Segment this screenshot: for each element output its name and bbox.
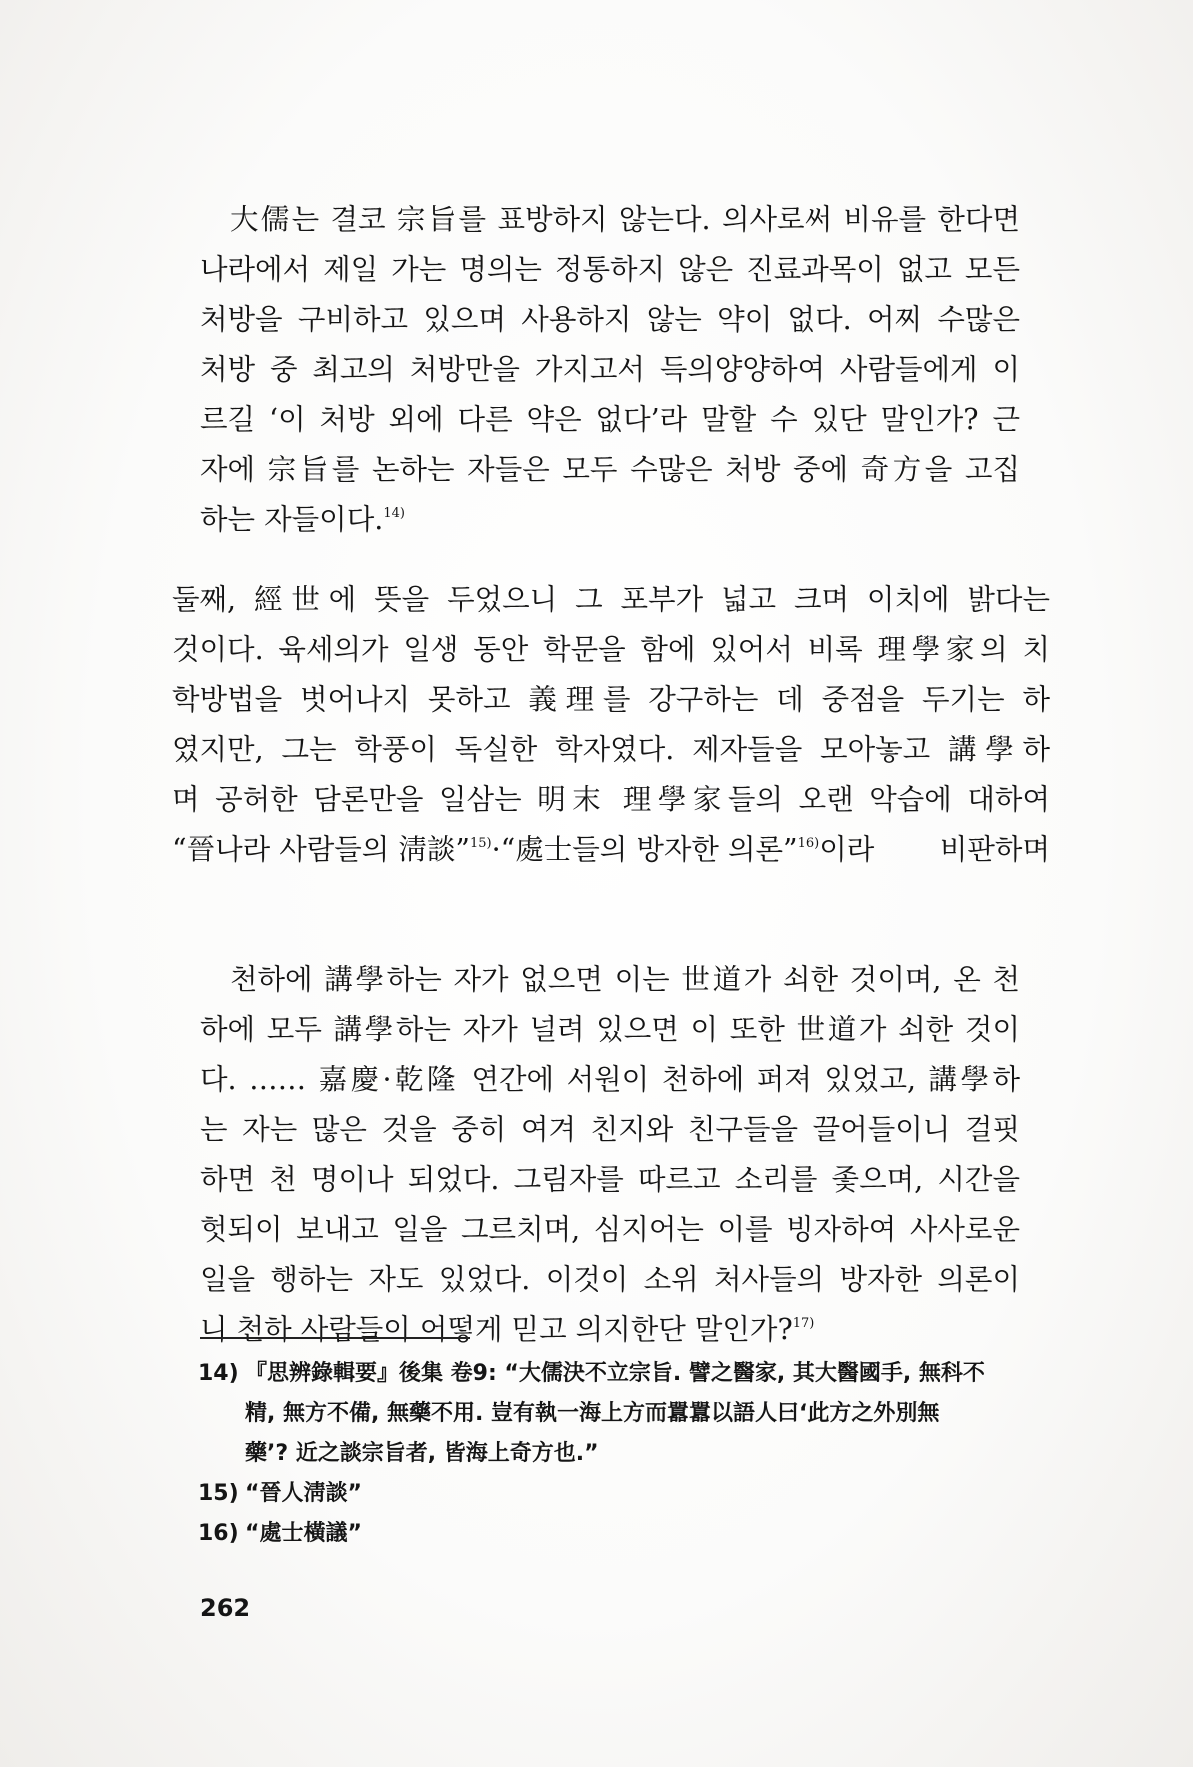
text-line: 大儒는 결코 宗旨를 표방하지 않는다. 의사로써 비유를 한다면 xyxy=(230,203,1020,236)
text-line: 처방 중 최고의 처방만을 가지고서 득의양양하여 사람들에게 이 xyxy=(200,353,1020,386)
text-line: 헛되이 보내고 일을 그르치며, 심지어는 이를 빙자하여 사사로운 xyxy=(200,1213,1020,1246)
text-line: 며 공허한 담론만을 일삼는 明末 理學家들의 오랜 악습에 대하여 xyxy=(172,783,1050,816)
text-line: 자에 宗旨를 논하는 자들은 모두 수많은 처방 중에 奇方을 고집 xyxy=(200,453,1020,486)
text-line: 하에 모두 講學하는 자가 널려 있으면 이 또한 世道가 쇠한 것이 xyxy=(200,1013,1020,1046)
text-line: 하는 자들이다.$^{14)}$ xyxy=(200,503,405,536)
footnote-ref: 14) xyxy=(383,506,405,521)
text-line: 다. …… 嘉慶·乾隆 연간에 서원이 천하에 퍼져 있었고, 講學하 xyxy=(200,1063,1020,1096)
text-line: 처방을 구비하고 있으며 사용하지 않는 약이 없다. 어찌 수많은 xyxy=(200,303,1020,336)
text-line: “晉나라 사람들의 淸談”$^{15)}$·“處士들의 방자한 의론”$^{16)}$이라 비판하며 xyxy=(172,833,1050,866)
text-line: 것이다. 육세의가 일생 동안 학문을 함에 있어서 비록 理學家의 치 xyxy=(172,633,1050,666)
text-line: 학방법을 벗어나지 못하고 義理를 강구하는 데 중점을 두기는 하 xyxy=(172,683,1050,716)
text-line: 일을 행하는 자도 있었다. 이것이 소위 처사들의 방자한 의론이 xyxy=(200,1263,1020,1296)
text-line: 였지만, 그는 학풍이 독실한 학자였다. 제자들을 모아놓고 講學하 xyxy=(172,733,1050,766)
text-line: 하면 천 명이나 되었다. 그림자를 따르고 소리를 좇으며, 시간을 xyxy=(200,1163,1020,1196)
text-line: 나라에서 제일 가는 명의는 정통하지 않은 진료과목이 없고 모든 xyxy=(200,253,1020,286)
footnote-rule xyxy=(200,1337,470,1339)
text-line: 니 천하 사람들이 어떻게 믿고 의지한단 말인가?$^{17)}$ xyxy=(200,1313,815,1346)
text-line: 둘째, 經世에 뜻을 두었으니 그 포부가 넓고 크며 이치에 밝다는 xyxy=(172,583,1050,616)
text-line: 르길 ‘이 처방 외에 다른 약은 없다’라 말할 수 있단 말인가? 근 xyxy=(200,403,1020,436)
book-page: 大儒는 결코 宗旨를 표방하지 않는다. 의사로써 비유를 한다면 나라에서 제일 가는 명의는 정통하지 않은 진료과목이 없고 모든 처방을 구비하고 있으며 사용하지 않는 약이 없다. 어찌 수많은 처방 중 최고의 처방만을 가지고서 득의양양하여 사람들에게 이 르길 ‘이 처방 외에 다른 약은 없다’라 말할 수 있단 말인가? 근 자에 宗旨를 논하는 자들은 모두 수많은 처방 중에 奇方을 고집 하는 자들이다.$^{14)}$ 둘째, 經世에 뜻을 두었으니 그 포부가 넓고 크며 이치에 밝다는 것이다. 육세의가 일생 동안 학문을 함에 있어서 비록 理學家의 치 학방법을 벗어나지 못하고 義理를 강구하는 데 중점을 두기는 하 였지만, 그는 학풍이 독실한 학자였다. 제자들을 모아놓고 講學하 며 공허한 담론만을 일삼는 明末 理學家들의 오랜 악습에 대하여 “晉나라 사람들의 淸談”$^{15)}$·“處士들의 방자한 의론”$^{16)}$이라 비판하며 천하에 講學하는 자가 없으면 이는 世道가 쇠한 것이며, 온 천 하에 모두 講學하는 자가 널려 있으면 이 또한 世道가 쇠한 것이 다. …… 嘉慶·乾隆 연간에 서원이 천하에 퍼져 있었고, 講學하 는 자는 많은 것을 중히 여겨 친지와 친구들을 끌어들이니 걸핏 하면 천 명이나 되었다. 그림자를 따르고 소리를 좇으며, 시간을 헛되이 보내고 일을 그르치며, 심지어는 이를 빙자하여 사사로운 일을 행하는 자도 있었다. 이것이 소위 처사들의 방자한 의론이 니 천하 사람들이 어떻게 믿고 의지한단 말인가?$^{17)}$ 14) 『思辨錄輯要』後集 卷9: “大儒決不立宗旨. 譬之醫家, 其大醫國手, 無科不 精, 無方不備, 無藥不用. 豈有執一海上方而囂囂以語人曰‘此方之外別無 藥’? 近之談宗旨者, 皆海上奇方也.” 15) “晉人淸談” 16) “處士橫議” 262 xyxy=(0,0,1193,1767)
footnote-ref: 17) xyxy=(792,1316,815,1331)
text-line: 천하에 講學하는 자가 없으면 이는 世道가 쇠한 것이며, 온 천 xyxy=(230,963,1020,996)
page-number: 262 xyxy=(200,1594,251,1622)
text-line: 는 자는 많은 것을 중히 여겨 친지와 친구들을 끌어들이니 걸핏 xyxy=(200,1113,1020,1146)
